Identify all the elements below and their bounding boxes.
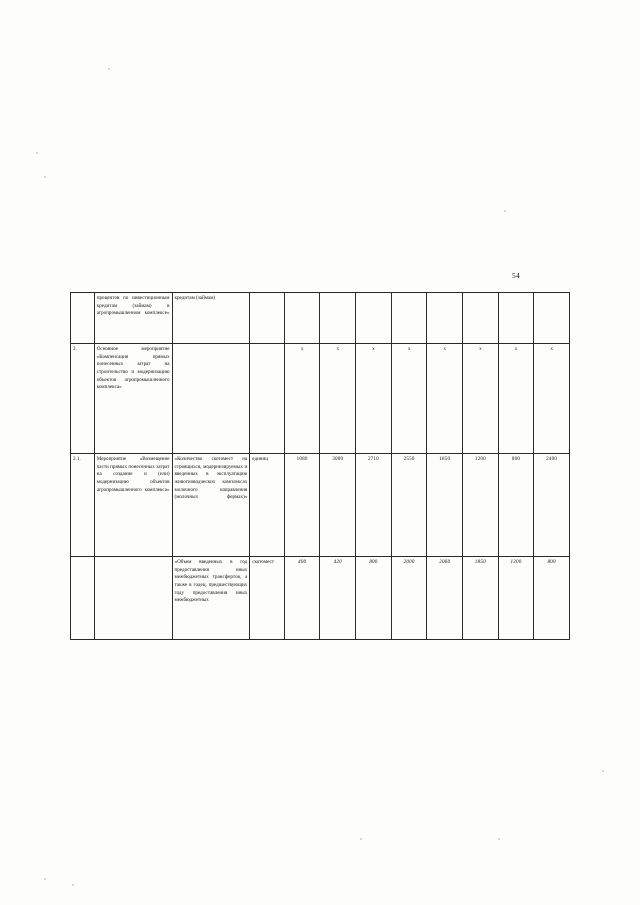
row-value-cell: 420 [320,557,356,640]
row-value-cell: 1080 [284,454,320,557]
row-unit-cell: единиц [250,454,285,557]
row-value-cell [356,293,392,344]
row-value-cell [391,293,427,344]
row-value-cell: 2060 [427,557,463,640]
row-indicator-cell: «Количество скотомест на строящихся, модернизируемых и введенных в эксплуатацию животноводческих комплексах молочного направления (молочных фермах)» [172,454,250,557]
scan-speck [108,68,110,70]
data-table-container [70,292,570,640]
row-indicator-cell: «Объем введенных в год предоставления иных межбюджетных трансфертов, а также в годец, предшествующих году предоставления иных межбюджетных [172,557,250,640]
row-unit-cell [250,344,285,454]
row-value-cell: 2400 [534,454,570,557]
row-value-cell [498,293,534,344]
row-name-cell: Основное мероприятие «Компенсация прямых понесенных затрат на строительство и модернизацию объектов агропромышленного комплекса» [94,344,172,454]
row-value-cell: х [356,344,392,454]
scan-speck [44,878,46,880]
row-value-cell: 2710 [356,454,392,557]
row-indicator-cell: кредитам (займам) [172,293,250,344]
row-name-cell: процентов по инвестиционным кредитам (займам) в агропромышленном комплексе» [94,293,172,344]
row-value-cell: 1850 [427,454,463,557]
scan-speck [504,210,506,212]
row-value-cell: 800 [356,557,392,640]
scan-speck [360,838,362,840]
row-indicator-cell [172,344,250,454]
row-value-cell [534,293,570,344]
row-value-cell: 800 [498,454,534,557]
scan-speck [602,770,604,772]
row-name-cell [94,557,172,640]
scan-speck [36,152,38,154]
row-value-cell: х [320,344,356,454]
row-value-cell [463,293,499,344]
scan-speck [498,838,500,840]
scan-speck [72,884,74,886]
row-number-cell: 2.1. [71,454,95,557]
row-value-cell [427,293,463,344]
row-value-cell [320,293,356,344]
scan-speck [44,176,46,178]
row-value-cell: х [391,344,427,454]
row-value-cell: х [463,344,499,454]
row-unit-cell: скотомест [250,557,285,640]
table-row [71,454,570,557]
table-row [71,293,570,344]
row-unit-cell [250,293,285,344]
row-value-cell: 1200 [498,557,534,640]
row-value-cell: х [427,344,463,454]
row-value-cell [284,293,320,344]
row-value-cell: 800 [534,557,570,640]
row-value-cell: 1850 [463,557,499,640]
table-row [71,344,570,454]
row-value-cell: х [534,344,570,454]
row-value-cell: 400 [284,557,320,640]
row-value-cell: х [284,344,320,454]
row-number-cell: 2. [71,344,95,454]
row-number-cell [71,293,95,344]
row-value-cell: х [498,344,534,454]
table-row [71,557,570,640]
row-value-cell: 3000 [320,454,356,557]
row-number-cell [71,557,95,640]
row-value-cell: 2000 [391,557,427,640]
row-value-cell: 2550 [391,454,427,557]
page-number: 54 [512,271,521,280]
row-value-cell: 1200 [463,454,499,557]
data-table [70,292,570,640]
row-name-cell: Мероприятие «Возмещение части прямых понесенных затрат на создание и (или) модернизацию объектов агропромышленного комплекса» [94,454,172,557]
